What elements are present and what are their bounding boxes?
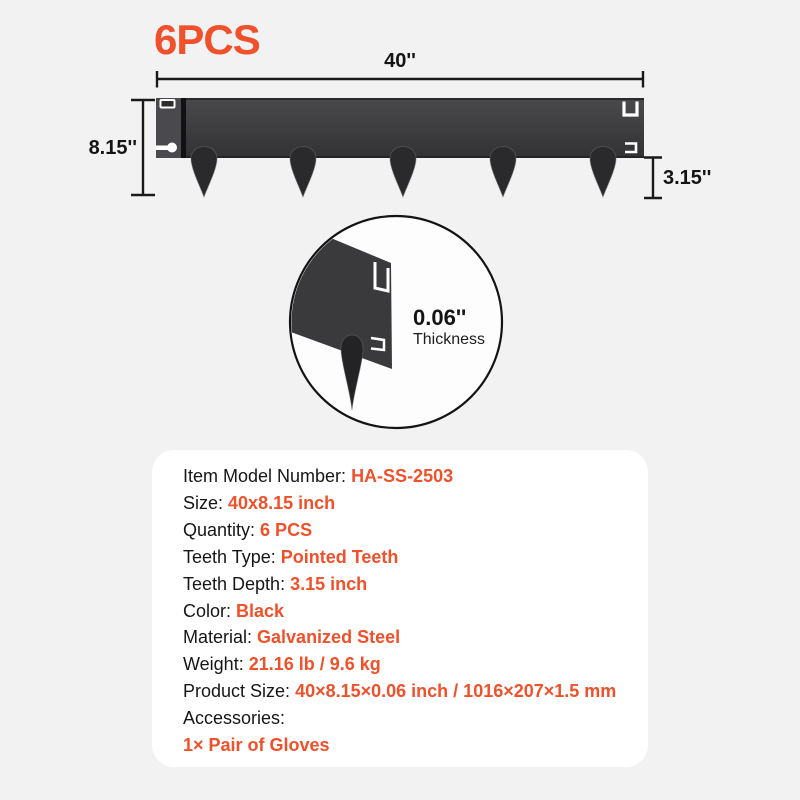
spec-value: Black — [236, 600, 285, 621]
spec-row-teeth-depth — [183, 571, 630, 598]
piece-count-label: 6PCS — [154, 16, 260, 63]
spec-label: Teeth Depth: — [183, 573, 291, 594]
thickness-detail-circle — [283, 216, 502, 428]
spec-label: Quantity: — [183, 519, 261, 540]
tooth — [290, 147, 316, 198]
width-dimension-label: 40'' — [384, 50, 416, 72]
edging-strip — [156, 98, 644, 197]
thickness-caption-label: Thickness — [413, 331, 486, 348]
spec-value: 40×8.15×0.06 inch / 1016×207×1.5 mm — [295, 681, 617, 702]
strip-fold-line — [181, 98, 186, 158]
spec-row-product-size — [183, 678, 630, 705]
spec-row-size — [183, 490, 630, 517]
tooth — [191, 147, 217, 198]
tooth — [590, 147, 616, 198]
spec-label: Accessories: — [183, 708, 286, 729]
spec-value: 6 PCS — [260, 519, 313, 540]
tooth — [390, 147, 416, 198]
spec-card — [152, 450, 648, 767]
mounting-slot-icon — [161, 100, 175, 108]
spec-value: 3.15 inch — [290, 573, 368, 594]
thickness-value-label: 0.06'' — [413, 305, 467, 330]
spec-label: Product Size: — [183, 681, 296, 702]
tooth — [490, 147, 516, 198]
spec-value: 1× Pair of Gloves — [183, 735, 330, 756]
spec-value: 40x8.15 inch — [228, 492, 336, 513]
spec-label: Item Model Number: — [183, 466, 352, 486]
spec-value: HA-SS-2503 — [351, 466, 454, 486]
spec-row-accessories — [183, 705, 630, 732]
spec-label: Size: — [183, 492, 229, 513]
spec-label: Teeth Type: — [183, 546, 281, 567]
spec-row-gloves — [183, 732, 630, 759]
spec-value: 21.16 lb / 9.6 kg — [248, 654, 381, 675]
spec-label: Weight: — [183, 654, 249, 675]
spec-label: Material: — [183, 627, 258, 648]
spec-row-model — [183, 463, 630, 490]
width-dimension-line — [157, 71, 643, 88]
teeth-depth-dimension-label: 3.15'' — [663, 167, 712, 189]
spec-value: Galvanized Steel — [257, 627, 401, 648]
spec-value: Pointed Teeth — [280, 546, 399, 567]
height-dimension-label: 8.15'' — [88, 137, 137, 159]
spec-label: Color: — [183, 600, 237, 621]
teeth-depth-dimension-line — [644, 158, 662, 199]
spec-row-teeth-type — [183, 544, 630, 571]
spec-row-color — [183, 598, 630, 625]
spec-row-weight — [183, 651, 630, 678]
spec-row-quantity — [183, 517, 630, 544]
spec-row-material — [183, 624, 630, 651]
